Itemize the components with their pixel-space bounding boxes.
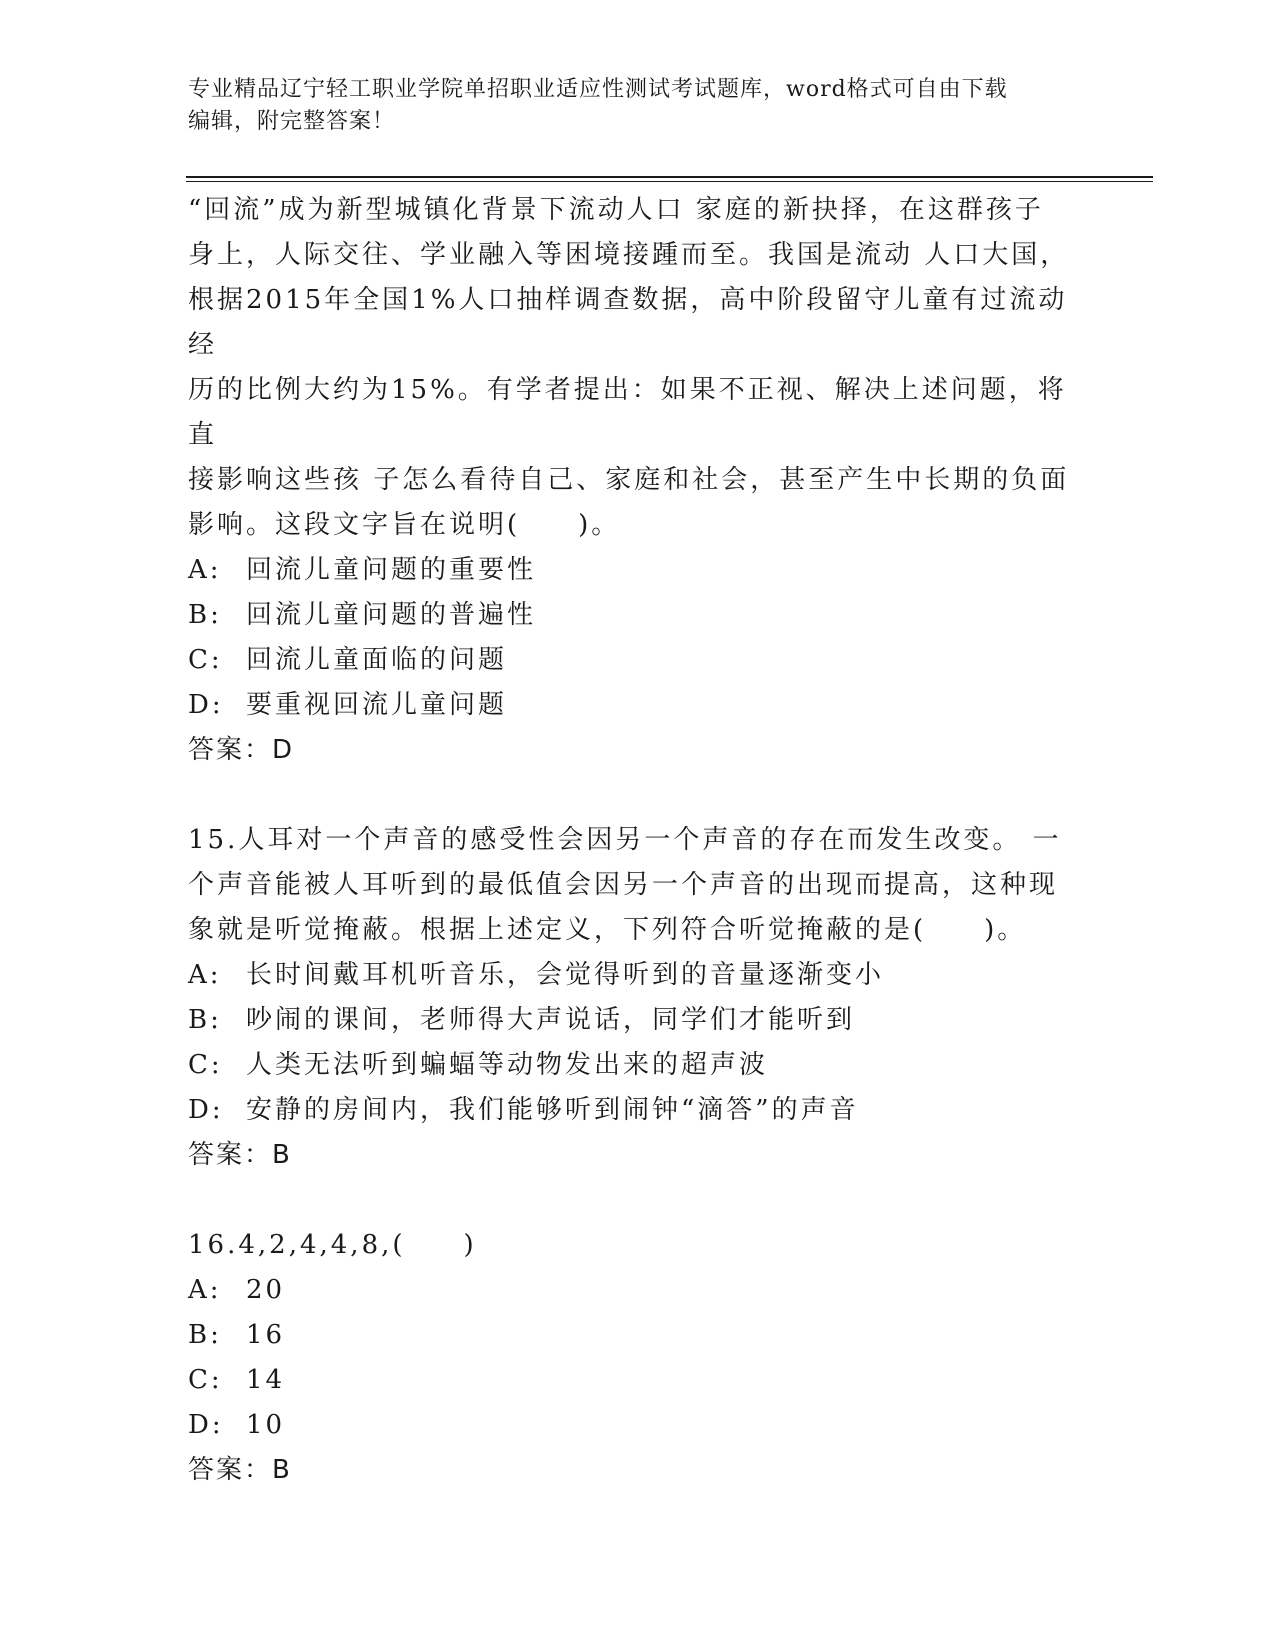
question-14-line: 接影响这些孩 子怎么看待自己、家庭和社会，甚至产生中长期的负面 — [188, 465, 1070, 495]
question-15-option-a — [188, 953, 1088, 998]
question-15 — [188, 818, 1088, 1178]
header-divider-thick — [186, 176, 1153, 178]
question-15-option-c — [188, 1043, 1088, 1088]
question-15-line: 象就是听觉掩蔽。根据上述定义，下列符合听觉掩蔽的是( )。 — [188, 915, 1027, 945]
option-text: 要重视回流儿童问题 — [246, 690, 508, 720]
question-14-line: “回流”成为新型城镇化背景下流动人口 家庭的新抉择，在这群孩子 — [188, 195, 1044, 225]
question-14-option-c — [188, 638, 1088, 683]
question-14-line: 根据2015年全国1%人口抽样调查数据，高中阶段留守儿童有过流动经 — [188, 285, 1068, 360]
option-text: 回流儿童问题的重要性 — [246, 555, 537, 585]
question-spacer — [188, 1178, 1088, 1223]
header-line-2: 编辑，附完整答案！ — [188, 109, 396, 134]
option-letter: C: — [188, 1365, 223, 1395]
question-16-option-c — [188, 1358, 1088, 1403]
option-letter: C: — [188, 645, 223, 675]
option-text: 10 — [246, 1410, 286, 1440]
option-text: 回流儿童面临的问题 — [246, 645, 508, 675]
option-text: 安静的房间内，我们能够听到闹钟“滴答”的声音 — [246, 1095, 859, 1125]
option-text: 回流儿童问题的普遍性 — [246, 600, 537, 630]
question-14-text — [188, 188, 1088, 548]
question-14-line: 历的比例大约为15%。有学者提出：如果不正视、解决上述问题，将直 — [188, 375, 1067, 450]
question-16 — [188, 1223, 1088, 1493]
option-text: 人类无法听到蝙蝠等动物发出来的超声波 — [246, 1050, 769, 1080]
question-15-option-d — [188, 1088, 1088, 1133]
question-15-option-b — [188, 998, 1088, 1043]
option-letter: A: — [188, 960, 222, 990]
question-14-option-a — [188, 548, 1088, 593]
question-14-option-d — [188, 683, 1088, 728]
question-16-answer: 答案：B — [188, 1455, 292, 1485]
question-16-option-a — [188, 1268, 1088, 1313]
option-letter: D: — [188, 1095, 224, 1125]
question-16-line: 16.4,2,4,4,8,( ) — [188, 1230, 477, 1260]
option-letter: B: — [188, 1005, 222, 1035]
option-letter: B: — [188, 600, 222, 630]
question-15-line: 个声音能被人耳听到的最低值会因另一个声音的出现而提高，这种现 — [188, 870, 1059, 900]
question-16-option-b — [188, 1313, 1088, 1358]
option-letter: D: — [188, 1410, 224, 1440]
header-divider-thin — [186, 181, 1153, 182]
question-15-text — [188, 818, 1088, 953]
question-15-answer: 答案：B — [188, 1140, 292, 1170]
question-14-answer: 答案：D — [188, 735, 295, 765]
option-letter: B: — [188, 1320, 222, 1350]
question-content — [188, 188, 1088, 1493]
question-14-line: 影响。这段文字旨在说明( )。 — [188, 510, 621, 540]
option-text: 20 — [246, 1275, 286, 1305]
option-text: 14 — [246, 1365, 286, 1395]
question-14 — [188, 188, 1088, 773]
question-14-line: 身上，人际交往、学业融入等困境接踵而至。我国是流动 人口大国， — [188, 240, 1070, 270]
option-text: 长时间戴耳机听音乐，会觉得听到的音量逐渐变小 — [246, 960, 885, 990]
option-text: 16 — [246, 1320, 286, 1350]
question-15-line: 15.人耳对一个声音的感受性会因另一个声音的存在而发生改变。 一 — [188, 825, 1062, 855]
option-letter: C: — [188, 1050, 223, 1080]
option-letter: D: — [188, 690, 224, 720]
header-line-1: 专业精品辽宁轻工职业学院单招职业适应性测试考试题库，word格式可自由下载 — [188, 77, 1008, 102]
question-spacer — [188, 773, 1088, 818]
question-16-text — [188, 1223, 1088, 1268]
question-14-option-b — [188, 593, 1088, 638]
option-letter: A: — [188, 1275, 222, 1305]
option-text: 吵闹的课间，老师得大声说话，同学们才能听到 — [246, 1005, 856, 1035]
document-header — [188, 74, 1068, 138]
option-letter: A: — [188, 555, 222, 585]
question-16-option-d — [188, 1403, 1088, 1448]
